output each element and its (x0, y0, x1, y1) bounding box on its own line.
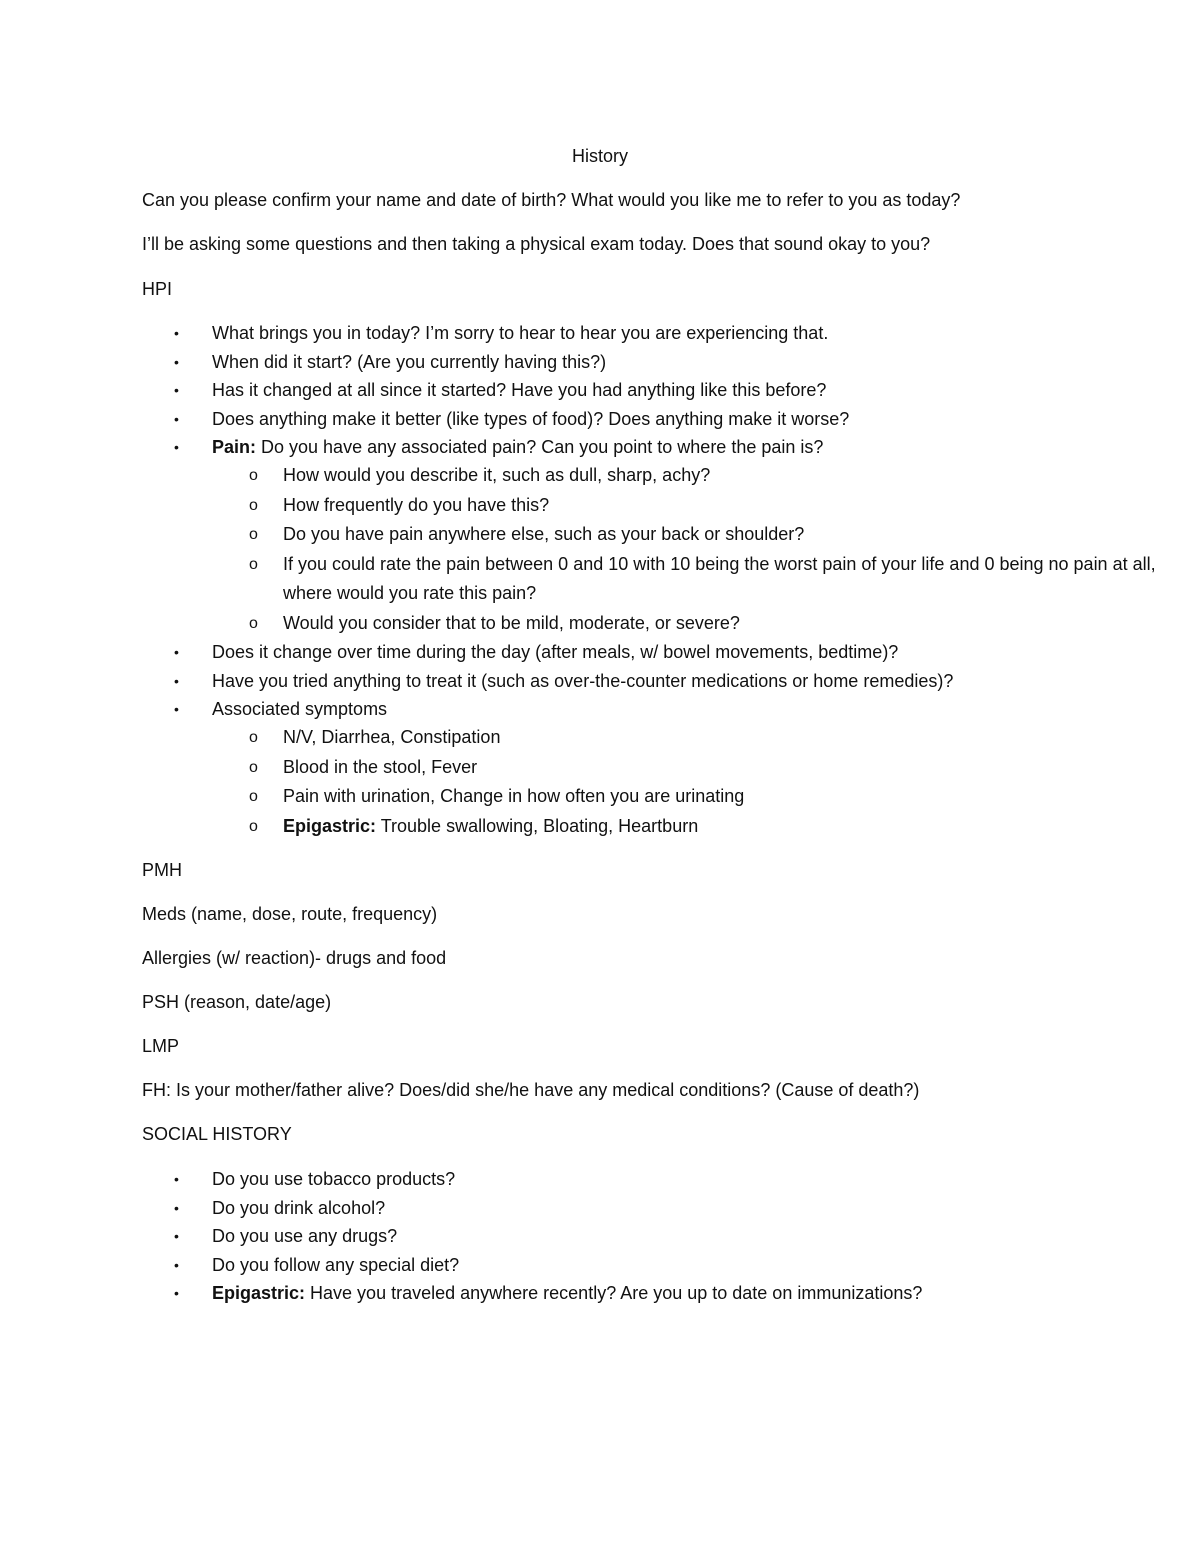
lmp-line: LMP (142, 1036, 180, 1056)
sub-list-item (142, 723, 1200, 753)
list-item (142, 1251, 922, 1280)
sub-list-item (142, 550, 1200, 609)
symptoms-sublist (142, 723, 1200, 841)
sub-list-item (142, 491, 1200, 521)
item-text: Have you traveled anywhere recently? Are you up to date on immunizations? (305, 1283, 923, 1303)
item-text: Do you have pain anywhere else, such as your back or shoulder? (283, 524, 805, 544)
circle-bullet-icon: o (249, 729, 258, 746)
pmh-heading: PMH (142, 860, 182, 880)
item-text: Do you drink alcohol? (212, 1197, 386, 1218)
item-text: N/V, Diarrhea, Constipation (283, 727, 501, 747)
hpi-heading: HPI (142, 279, 173, 299)
list-item (142, 1194, 922, 1223)
list-item (142, 1222, 922, 1251)
social-history-heading: SOCIAL HISTORY (142, 1124, 292, 1144)
item-text: If you could rate the pain between 0 and 10 with 10 being the worst pain of your life and 0 being no pain at all, where would you rate this pain? (283, 553, 1156, 603)
list-item (142, 405, 849, 434)
sub-list-item (142, 782, 1200, 812)
fh-line: FH: Is your mother/father alive? Does/did she/he have any medical conditions? (Cause of death?) (142, 1080, 920, 1100)
list-item (142, 376, 849, 405)
page-title: History (571, 146, 628, 166)
item-text: Do you use any drugs? (212, 1226, 398, 1246)
bullet-icon: • (174, 325, 179, 341)
list-item (142, 638, 953, 667)
bullet-icon: • (174, 644, 179, 660)
circle-bullet-icon: o (249, 758, 258, 776)
circle-bullet-icon: o (249, 614, 258, 632)
item-bold: Epigastric: (283, 815, 377, 836)
item-text: Associated symptoms (212, 699, 388, 719)
sub-list-item (142, 609, 1200, 639)
bullet-icon: • (174, 410, 179, 427)
sub-list-item (142, 461, 1200, 491)
list-item (142, 348, 849, 377)
item-text: Pain with urination, Change in how often you are urinating (283, 786, 745, 806)
sub-list-item (142, 753, 1200, 783)
item-text: When did it start? (Are you currently having this?) (212, 351, 607, 372)
bullet-icon: • (174, 382, 179, 398)
bullet-icon: • (174, 439, 179, 455)
intro-line-2: I’ll be asking some questions and then taking a physical exam today. Does that sound okay to you? (142, 234, 931, 254)
item-text: Does it change over time during the day (after meals, w/ bowel movements, bedtime)? (212, 642, 899, 662)
list-item (142, 433, 849, 462)
list-item (142, 1279, 922, 1308)
item-text: Do you use tobacco products? (212, 1169, 456, 1189)
bullet-icon: • (174, 1171, 179, 1187)
list-item (142, 695, 953, 724)
item-text: Does anything make it better (like types of food)? Does anything make it worse? (212, 408, 850, 429)
social-history-list (142, 1165, 922, 1308)
bullet-icon: • (174, 353, 179, 370)
item-bold: Pain: (212, 437, 257, 457)
circle-bullet-icon: o (249, 467, 258, 484)
item-text: Trouble swallowing, Bloating, Heartburn (376, 815, 699, 836)
item-bold: Epigastric: (212, 1283, 306, 1303)
allergies-line: Allergies (w/ reaction)- drugs and food (142, 948, 447, 968)
circle-bullet-icon: o (249, 555, 258, 573)
list-item (142, 1165, 922, 1194)
circle-bullet-icon: o (249, 496, 258, 514)
hpi-list-continued (142, 638, 953, 724)
item-text: Has it changed at all since it started? Have you had anything like this before? (212, 380, 827, 400)
bullet-icon: • (174, 672, 179, 689)
item-text: What brings you in today? I’m sorry to hear to hear you are experiencing that. (212, 323, 829, 343)
sub-list-item (142, 520, 1200, 550)
item-text: How frequently do you have this? (283, 494, 550, 515)
list-item (142, 319, 849, 348)
sub-list-item (142, 812, 1200, 842)
bullet-icon: • (174, 1285, 179, 1301)
meds-line: Meds (name, dose, route, frequency) (142, 904, 438, 924)
psh-line: PSH (reason, date/age) (142, 992, 332, 1012)
bullet-icon: • (174, 1256, 179, 1273)
circle-bullet-icon: o (249, 526, 258, 543)
item-text: Do you have any associated pain? Can you point to where the pain is? (256, 437, 824, 457)
bullet-icon: • (174, 1199, 179, 1216)
item-text: How would you describe it, such as dull, sharp, achy? (283, 465, 711, 485)
intro-line-1: Can you please confirm your name and date of birth? What would you like me to refer to you as today? (142, 190, 961, 210)
item-text: Blood in the stool, Fever (283, 756, 478, 777)
bullet-icon: • (174, 1228, 179, 1244)
circle-bullet-icon: o (249, 788, 258, 805)
circle-bullet-icon: o (249, 817, 258, 835)
bullet-icon: • (174, 701, 179, 717)
pain-sublist (142, 461, 1200, 638)
item-text: Have you tried anything to treat it (such as over-the-counter medications or home remedies)? (212, 670, 954, 691)
hpi-list (142, 319, 849, 462)
item-text: Would you consider that to be mild, moderate, or severe? (283, 612, 740, 633)
list-item (142, 667, 953, 696)
item-text: Do you follow any special diet? (212, 1254, 460, 1275)
